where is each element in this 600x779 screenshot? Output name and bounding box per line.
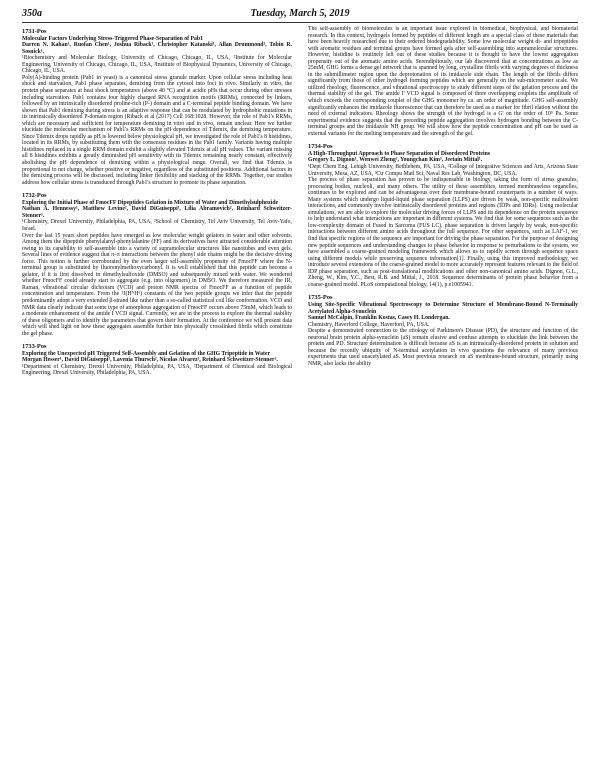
left-column xyxy=(22,26,292,774)
abstract-id: 1734-Pos xyxy=(308,143,333,151)
abstract-title: Molecular Factors Underlying Stress-Triggered Phase-Separation of Pab1 xyxy=(22,35,203,42)
abstract-affiliations: ¹Biochemistry and Molecular Biology, University of Chicago, Chicago, IL, USA, ²Institute for Molecular Engineering, University of Chicago, Chicago, IL, USA, ³Institute of Biophysical Dynamics, University of Chicago, Chicago, IL, USA. xyxy=(22,55,292,75)
abstract-id: 1735-Pos xyxy=(308,294,333,302)
right-column xyxy=(308,26,578,774)
page-header xyxy=(22,8,578,22)
abstract-1735 xyxy=(308,294,578,367)
abstract-affiliations: Chemistry, Haverford College, Haverford, PA, USA. xyxy=(308,321,430,328)
abstract-affiliations: ¹Chemistry, Drexel University, Philadelphia, PA, USA, ²School of Chemistry, Tel Aviv University, Tel Aviv-Yafo, Israel. xyxy=(22,219,292,232)
abstract-body: Poly(A)-binding protein (Pab1 in yeast) is a canonical stress granule marker. Upon cellular stress including heat shock and starvation, Pab1 phase separates, demixing from the cytosol into foci in vivo. Similarly in vitro, the protein phase separates at heat shock temperatures (above 40 °C) and at acidic pHs that occur during other stresses including starvation. Pab1 contains four highly charged RNA recognition motifs (RRMs), connected by linkers, followed by an intrinsically disordered proline-rich (P-) domain and a C-terminal peptide binding domain. We have shown that Pab1 demixing during stress is an adaptive response that can be modulated by hydrophobic mutations in its intrinsically disordered P-domain region (Riback et al (2017) Cell 168:1028. However, the role of Pab1's RRMs, which are necessary and sufficient for temperature demixing in vitro and in vivo, remain unclear. Here we further elucidate the molecular mechanism of Pab1's RRMs on the pH dependence of Tdemix, the demixing temperature. Since Tdemix drops rapidly as pH is lowered below physiological pH, we investigated the role of Pab1's 8 histidines, located in its RRMs, by substituting them with the consensus residues in the Pab1 family. Variants having multiple histidines replaced in a single RRM domain exhibit a slightly elevated Tdemix at all pH values. The variant missing all 8 histidines exhibits a greatly diminished pH sensitivity with its Tdemix remaining nearly constant, effectively abolishing the pH dependence of demixing within a physiological range. Overall, we find that Tdemix is proportional to net charge, whether positive or negative, regardless of the substituted positions. Additional factors in the demixing process will be discussed, including linker flexibility and stacking of the RRMs. Together, our studies address how cellular stress is transduced through Pab1's structure to promote its phase separation. xyxy=(22,74,292,186)
abstract-id: 1732-Pos xyxy=(22,192,47,200)
abstract-title: A High-Throughput Approach to Phase Separation of Disordered Proteins xyxy=(308,150,490,157)
abstract-1734 xyxy=(308,143,578,288)
abstract-title: Exploring the Unexpected pH Triggered Self-Assembly and Gelation of the GHG Tripeptide in Water xyxy=(22,350,271,357)
abstract-authors: Morgan Hesser¹, David DiGuiseppi¹, Lavenia Thursch², Nicolas Alvarez², Reinhard Schweitzer-Stenner¹. xyxy=(22,357,278,364)
abstract-title: Using Site-Specific Vibrational Spectroscopy to Determine Structure of Membrane-Bound N-Terminally Acetylated Alpha-Synuclein xyxy=(308,301,578,315)
abstract-id: 1731-Pos xyxy=(22,28,47,35)
abstract-body: Despite a demonstrated connection to the etiology of Parkinson's Disease (PD), the structure and function of the neuronal brain protein alpha-synuclein (aS) remain elusive and confuse attempts to elucidate the link between the protein and PD. Structure determination is difficult because aS is an intrinsically-disordered protein in solution and because the recently ubiquity of N-terminal acetylation in vivo questions the relevance of many previous experiments that used unacetylated aS. Most previous research on aS membrane-bound structure, primarily using NMR, also lacks the ability xyxy=(308,328,578,367)
abstract-authors: Darren N. Kahan¹, Ruofan Chen¹, Joshua Riback¹, Christopher Katanski¹, Allan Drummond¹, Tobin R. Sosnick¹. xyxy=(22,42,292,55)
abstract-1733 xyxy=(22,343,292,377)
abstract-1731 xyxy=(22,28,292,186)
abstract-title: Exploring the Initial Phase of FmocFF Dipeptides Gelation in Mixture of Water and Dimethylsulphoxide xyxy=(22,199,279,206)
abstract-affiliations: ¹Dept Chem Eng, Lehigh University, Bethlehem, PA, USA, ²College of Integrative Sciences and Arts, Arizona State University, Mesa, AZ, USA, ³Ctr Compu Matl Sci, Naval Res Lab, Washington, DC, USA. xyxy=(308,163,578,177)
abstract-authors: Nathan A. Hennessy¹, Matthew Levine², David DiGuiseppi¹, Lilia Abramovich², Reinhard Schweitzer-Stenner¹. xyxy=(22,206,292,219)
abstract-body: The self-assembly of biomolecules is an important issue explored in biomedical, biophysical, and biomaterial research. In this context, hydrogels formed by peptides of different length are a special class of these materials that have been heavily researched due to their ordered biodegradability. Some low molecular weight di- and tripeptides with aromatic residues and terminal groups have formed gels after self-assembling into supramolecular structures. However, histidine is routinely left out of these studies because it is thought to have the lowest aggregation propensity out of the aromatic amino acids. Serendipitously, our lab discovered that at concentrations as low as 25mM, GHG forms a dense gel network that is spanned by long, crystalline fibrils with varying degrees of thickness in the submillimeter region upon the deprotonation of its imidazole side chain. The length of the fibrils differs significantly from those of other hydrogel forming peptides which are generally on the sub-micrometer scale. We utilized rheology, fluorescence, and vibrational spectroscopy to study different steps of the gelation process and the thermal stability of the gel. The amide I' VCD signal is composed of three overlapping couplets the amplitude of which exceeds the corresponding couplet of the GHG monomer by ca. an order of magnitude. GHG self-assembly significantly enhances the imidazole fluorescence that can therefore be used as a marker for fibril elation without the need of external indicators. Rheology shows the strength of the hydrogel is a G' on the order of 10⁵ Pa. Some experimental evidence suggests that the preceding peptide aggregation involves hydrogen bonding between the C-terminal groups and the imidazole NH group. We will show how the peptide concentration and pH can be used as external variants for the melting temperature and the strength of the gel. xyxy=(308,26,578,137)
abstract-authors: Samuel McCalpin, Franklin Kostas, Casey H. Londergan. xyxy=(308,315,450,322)
abstract-body: The process of phase separation has proven to be indispensable in biology, taking the form of stress granules, processing bodies, nucleoli, and many others. The utility of these assemblies, termed membraneless organelles, continues to be explored and can be advantageous over their membrane-bound counterparts in a number of ways. Many systems which undergo liquid-liquid phase separation (LLPS) are driven by weak, non-specific multivalent interactions, and commonly involve intrinsically disordered proteins and regions (IDPs and IDRs). Using molecular simulations, we are able to explore the molecular driving forces of LLPS and its dependence on the protein sequence to help understand what interactions are important in different systems. We find that for some sequences such as the low-complexity domain of Fused in Sarcoma (FUS LC), phase separation is driven largely by weak, non-specific interactions between different amino acids throughout the full sequence. For other sequences, such as LAF-1, we find that specific regions of the sequence are important for driving the phase separation. For the purpose of designing new peptide sequences and understanding changes to phase behavior in response to perturbations to the system, we have assembled a coarse-grained modeling framework which allows us to rapidly screen through sequence space using different models while preserving sequence information[1]. Finally, using this improved methodology, we introduce several extensions of the coarse-grained model to more accurately represent features relevant to the field of IDP phase separation, such as post-translational modifications and other non-canonical amino acids. Dignon, G.L., Zheng, W., Kim, Y.C., Best, R.B. and Mittal, J., 2018. Sequence determinants of protein phase behavior from a coarse-grained model. PLoS computational biology, 14(1), p.e1005941. xyxy=(308,177,578,288)
abstract-id: 1733-Pos xyxy=(22,343,47,351)
header-rule xyxy=(22,22,578,23)
abstract-body: Over the last 15 years short peptides have emerged as low molecular weight gelators in water and other solvents. Among them the dipeptide phenylalanyl-phenylalanine (FF) and its derivatives have attracted considerable attention owing to its capability to self-assemble into a variety of supramolecular structures like nanotubes and even gels. Several lines of evidence suggest that π–π interactions between the phenyl side chains might be the decisive driving force. This notion is further corroborated by the even larger self-assembly propensity of FmocFF where the N-terminal group is substituted by fluorenylmethoxycarbonyl. It is well established that this peptide can become a gelator, if it is first dissolved in dimethylsulfoxide (DMSO) and subsequently mixed with water. We wondered whether FmocFF could already start to aggregate (e.g. into oligomers) in DMSO. We therefore measured the IR, Raman, vibrational circular dichroism (VCD) and proton NMR spectra of FmocFF as a function of peptide concentration and temperature. From the ³J(HᴺHᵅ) constants of the two peptide groups we infer that the peptide predominantly adopt a very extended β-strand like rather than a so-called statistical coil like conformation. VCD and NMR data clearly indicate that some type of amorphous aggregation of FmocFF occurs above 75mM, which leads to a moderate enhancement of the amide I VCD signal. Currently, we are in the process to explore the thermal stability of these oligomers and to identify the parameters that govern their formation. At the conference we will present data which will shed light on how these aggregates assemble further into physically crosslinked fibrils which constitute the gel phase. xyxy=(22,232,292,337)
abstract-authors: Gregory L. Dignon¹, Wenwei Zheng², Youngchan Kim³, Jeetain Mittal¹. xyxy=(308,157,483,164)
abstract-1732 xyxy=(22,192,292,337)
abstract-affiliations: ¹Department of Chemistry, Drexel University, Philadelphia, PA, USA, ²Department of Chemical and Biological Engineering, Drexel University, Philadelphia, PA, USA. xyxy=(22,363,292,377)
page-number: 350a xyxy=(22,8,42,19)
issue-date: Tuesday, March 5, 2019 xyxy=(250,8,350,19)
abstract-1733-continued xyxy=(308,26,578,137)
